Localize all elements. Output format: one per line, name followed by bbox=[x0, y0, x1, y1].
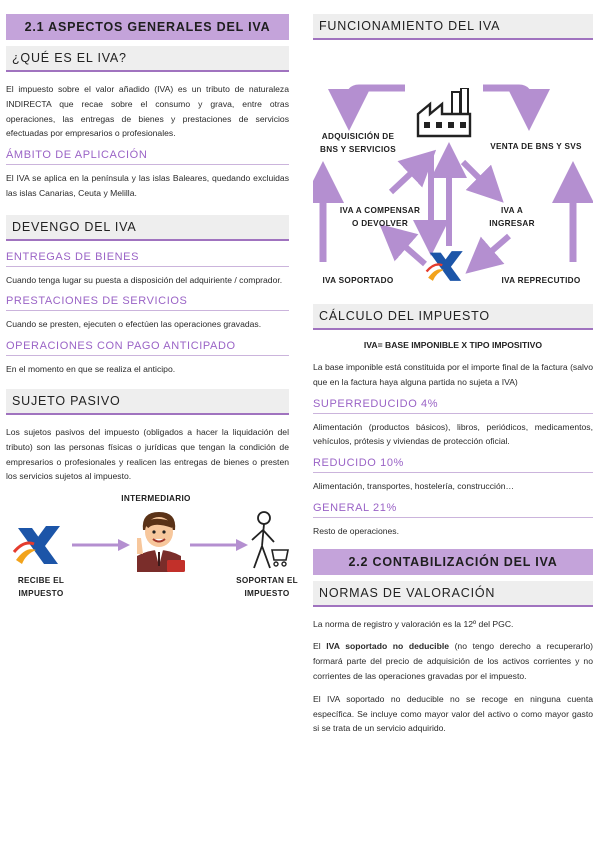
label-intermediario: INTERMEDIARIO bbox=[121, 494, 191, 504]
section-banner-contabilizacion: 2.2 CONTABILIZACIÓN DEL IVA bbox=[313, 549, 593, 575]
agencia-tributaria-logo-icon bbox=[425, 246, 469, 286]
paragraph-reducido: Alimentación, transportes, hostelería, construcción… bbox=[313, 481, 515, 492]
text-segment: El bbox=[313, 641, 327, 652]
label-adquisicion bbox=[313, 130, 403, 156]
label-venta: VENTA DE BNS Y SVS bbox=[490, 142, 582, 151]
section-banner-aspectos: 2.1 ASPECTOS GENERALES DEL IVA bbox=[6, 14, 289, 40]
label-iva-repercutido: IVA REPRECUTIDO bbox=[501, 276, 581, 285]
paragraph-ambito: El IVA se aplica en la península y las islas Baleares, quedando excluidas las islas Canarias, Ceuta y Melilla. bbox=[6, 173, 289, 198]
label-adquisicion-line2: BNS Y SERVICIOS bbox=[320, 145, 396, 155]
label-compensar-line2: O DEVOLVER bbox=[351, 219, 409, 229]
paragraph-prestaciones: Cuando se presten, ejecuten o efectúen las operaciones gravadas. bbox=[6, 319, 262, 330]
label-ingresar-line2: INGRESAR bbox=[489, 219, 535, 229]
right-column bbox=[313, 14, 593, 744]
paragraph-que-es: El impuesto sobre el valor añadido (IVA) es un tributo de naturaleza INDIRECTA que recae sobre el consumo y grava, entre otras operaciones, las entregas de bienes y prestaciones de servicios efectuadas por empresarios o profesionales. bbox=[6, 84, 289, 139]
shopper-icon bbox=[244, 510, 290, 574]
subheading-prestaciones: PRESTACIONES DE SERVICIOS bbox=[6, 295, 289, 311]
subheading-ambito: ÁMBITO DE APLICACIÓN bbox=[6, 149, 289, 165]
sujeto-pasivo-diagram bbox=[6, 492, 298, 612]
label-soportan-line1: SOPORTAN EL bbox=[236, 576, 298, 586]
paragraph-base-imponible: La base imponible está constituida por el importe final de la factura (salvo que en la factura haya alguna partida no sujeta a IVA) bbox=[313, 362, 593, 387]
label-adquisicion-line1: ADQUISICIÓN DE bbox=[321, 132, 395, 141]
paragraph-cuenta-especifica: El IVA soportado no deducible no se recoge en ninguna cuenta específica. Se incluye como mayor valor del activo o como mayor gasto si se trata de un servicio adquirido. bbox=[313, 693, 593, 734]
text-bold-segment: IVA soportado no deducible bbox=[326, 641, 449, 652]
label-recibe-line2: IMPUESTO bbox=[18, 589, 64, 599]
heading-que-es: ¿QUÉ ES EL IVA? bbox=[6, 46, 289, 72]
paragraph-superreducido: Alimentación (productos básicos), libros, periódicos, medicamentos, vehículos, prótesis y viviendas de protección oficial. bbox=[313, 421, 593, 447]
label-soportan-line2: IMPUESTO bbox=[244, 589, 290, 599]
paragraph-entregas: Cuando tenga lugar su puesta a disposición del adquiriente / comprador. bbox=[6, 274, 283, 285]
arrow-right-icon bbox=[72, 538, 130, 552]
paragraph-sujeto-pasivo: Los sujetos pasivos del impuesto (obligados a hacer la liquidación del tributo) son las personas físicas o jurídicas que tengan la condición de empresarios o profesionales y realicen las entregas de bienes o presten los servicios sujetos al impuesto. bbox=[6, 427, 289, 482]
label-recibe-impuesto bbox=[6, 574, 76, 600]
paragraph-general: Resto de operaciones. bbox=[313, 525, 399, 536]
subheading-superreducido: SUPERREDUCIDO 4% bbox=[313, 398, 593, 414]
subheading-general: GENERAL 21% bbox=[313, 502, 593, 518]
label-iva-ingresar bbox=[477, 204, 547, 230]
heading-sujeto-pasivo: SUJETO PASIVO bbox=[6, 389, 289, 415]
heading-devengo: DEVENGO DEL IVA bbox=[6, 215, 289, 241]
label-soportan-impuesto bbox=[234, 574, 300, 600]
label-iva-soportado: IVA SOPORTADO bbox=[322, 276, 394, 285]
paragraph-iva-no-deducible bbox=[313, 639, 593, 683]
text-segment: (no tengo derecho a recuperarlo) formará parte del precio de adquisición de los activos corrientes y no corrientes de las operaciones gravadas por el impuesto. bbox=[313, 641, 594, 682]
subheading-anticipo: OPERACIONES CON PAGO ANTICIPADO bbox=[6, 340, 289, 356]
arrow-right-icon bbox=[190, 538, 248, 552]
heading-normas: NORMAS DE VALORACIÓN bbox=[313, 581, 593, 607]
label-compensar-line1: IVA A COMPENSAR bbox=[339, 206, 421, 215]
label-recibe-line1: RECIBE EL bbox=[17, 576, 65, 586]
subheading-reducido: REDUCIDO 10% bbox=[313, 457, 593, 473]
agencia-tributaria-logo-icon bbox=[12, 520, 68, 570]
heading-calculo: CÁLCULO DEL IMPUESTO bbox=[313, 304, 593, 330]
factory-icon bbox=[414, 88, 472, 140]
paragraph-norma-registro: La norma de registro y valoración es la 12º del PGC. bbox=[313, 618, 514, 629]
label-ingresar-line1: IVA A bbox=[500, 206, 524, 215]
businessman-icon bbox=[129, 508, 189, 574]
subheading-entregas: ENTREGAS DE BIENES bbox=[6, 251, 289, 267]
label-iva-compensar bbox=[335, 204, 425, 230]
heading-funcionamiento: FUNCIONAMIENTO DEL IVA bbox=[313, 14, 593, 40]
formula-iva: IVA= BASE IMPONIBLE X TIPO IMPOSITIVO bbox=[363, 340, 543, 350]
funcionamiento-diagram bbox=[313, 50, 593, 290]
left-column bbox=[6, 14, 298, 612]
paragraph-anticipo: En el momento en que se realiza el anticipo. bbox=[6, 364, 176, 375]
